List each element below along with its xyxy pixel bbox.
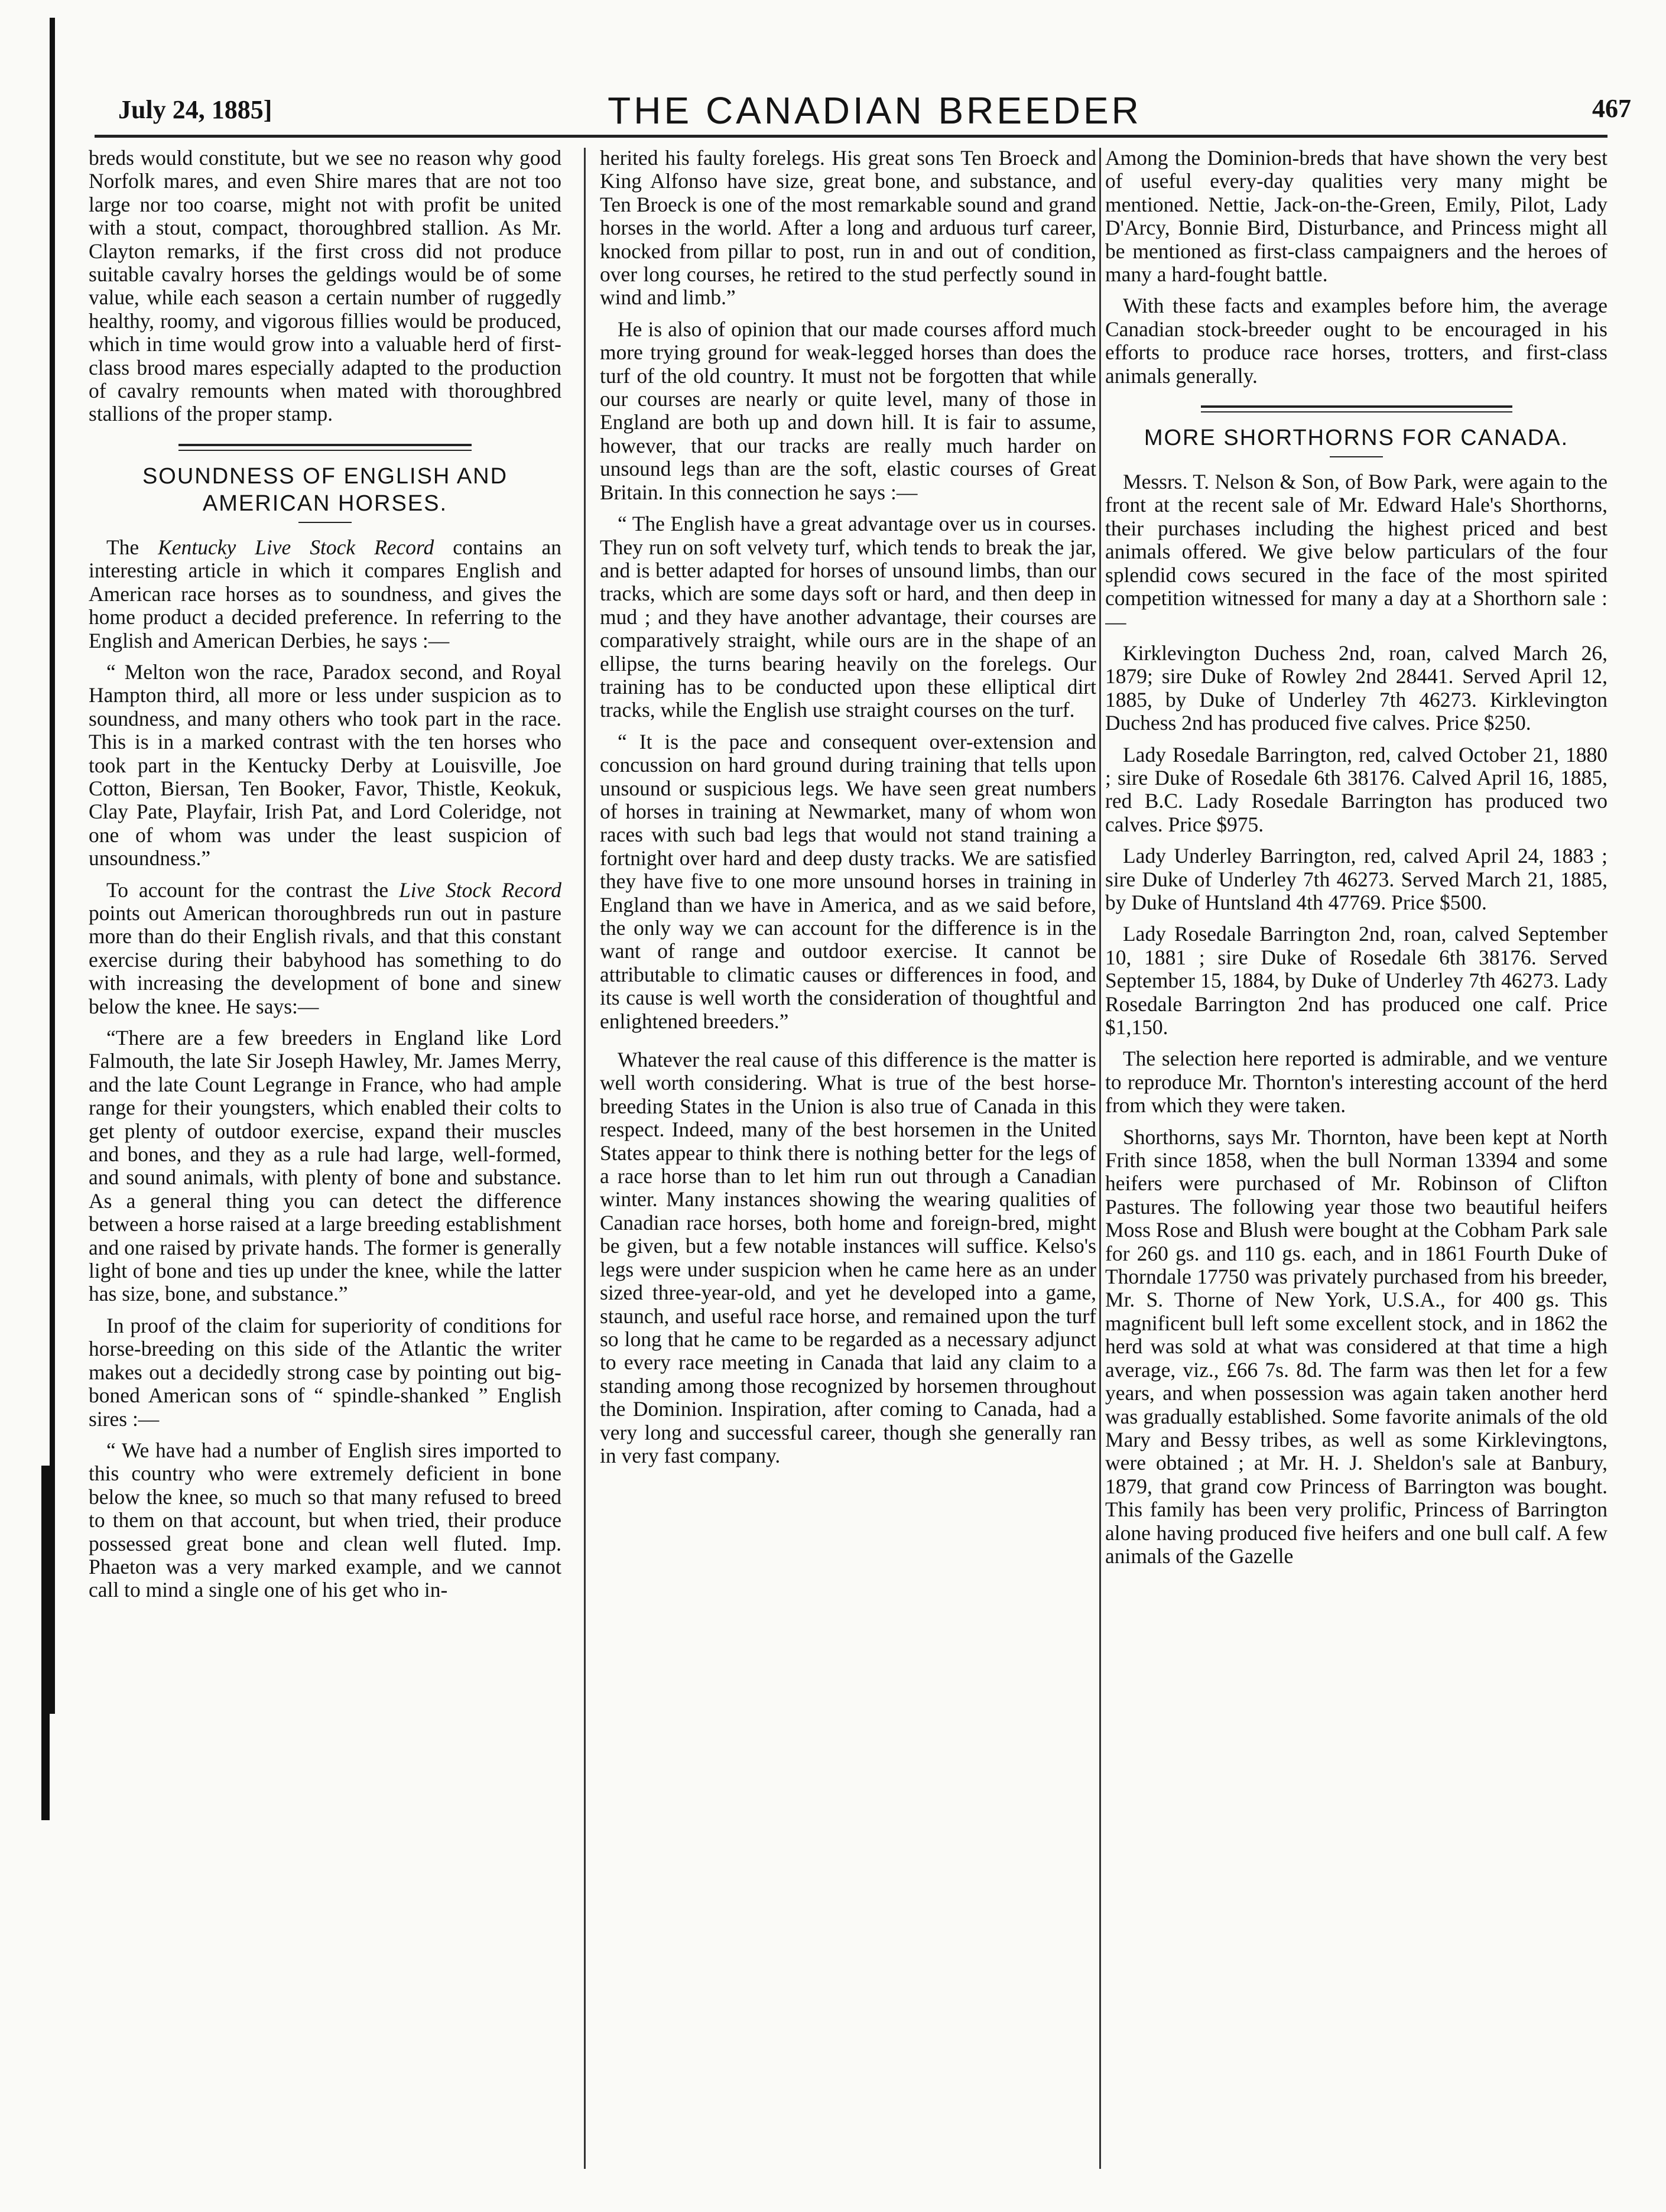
paragraph: Whatever the real cause of this difference is the matter is well worth considering. What is true of the best horse-breeding States in the Union is also true of Canada in this respect. Indeed, many of the best horsemen in the United States appear to think there is nothing better for the legs of a race horse than to let him run out through a Canadian winter. Many instances showing the wearing qualities of Canadian race horses, both home and foreign-bred, might be given, but a few notable instances will suffice. Kelso's legs were under suspicion when he came here as an under sized three-year-old, and yet he developed into a game, staunch, and useful race horse, and remained upon the turf so long that he came to be regarded as a necessary adjunct to every race meeting in Canada that laid any claim to a standing among those recognized by horsemen throughout the Dominion. Inspiration, after coming to Canada, had a very long and successful career, though she generally ran in very fast company. bbox=[600, 1048, 1096, 1467]
quotation: “There are a few breeders in England like Lord Falmouth, the late Sir Joseph Hawley, Mr. James Merry, and the late Count Legrange in France, who had ample range for their youngsters, which enabled their colts to get plenty of outdoor exercise, expand their muscles and bones, and they as a rule had large, well-formed, and sound animals, with plenty of bone and substance. As a general thing you can detect the difference between a horse raised at a large breeding establishment and one raised by private hands. The former is generally light of bone and ties up under the knee, while the latter has size, bone, and substance.” bbox=[89, 1026, 561, 1306]
paragraph: In proof of the claim for superiority of conditions for horse-breeding on this side of the Atlantic the writer makes out a decidedly strong case by pointing out big-boned American sons of “ spindle-shanked ” English sires :— bbox=[89, 1313, 561, 1431]
article-heading: MORE SHORTHORNS FOR CANADA. bbox=[1144, 425, 1569, 451]
sale-record: Lady Rosedale Barrington, red, calved October 21, 1880 ; sire Duke of Rosedale 6th 38176. Calved April 16, 1885, red B.C. Lady Rosedale Barrington has produced two calves. Price $975. bbox=[1105, 742, 1607, 836]
paragraph bbox=[89, 536, 561, 652]
paragraph bbox=[89, 879, 561, 1018]
column-divider-2 bbox=[1099, 148, 1101, 2169]
heading-rule bbox=[1330, 456, 1383, 457]
paragraph: Shorthorns, says Mr. Thornton, have been kept at North Frith since 1858, when the bull Norman 13394 and some heifers were purchased of Mr. Robinson of Clifton Pastures. The following year those two beautiful heifers Moss Rose and Blush were bought at the Cobham Park sale for 260 gs. and 110 gs. each, and in 1861 Fourth Duke of Thorndale 17750 was privately purchased from his breeder, Mr. S. Thorne of New York, U.S.A., for 400 gs. This magnificent bull left some excellent stock, and in 1862 the herd was sold at what was considered at that time a high average, viz., £66 7s. 8d. The farm was then let for a few years, and when possession was again taken another herd was gradually established. Some favorite animals of the old Mary and Bessy tribes, as well as some Kirklevingtons, were obtained ; at Mr. H. J. Sheldon's sale at Banbury, 1879, that grand cow Princess of Barrington was bought. This family has been very prolific, Princess of Barrington alone having produced five heifers and one bull calf. A few animals of the Gazelle bbox=[1105, 1125, 1607, 1568]
column-2 bbox=[600, 147, 1096, 2168]
masthead-title: THE CANADIAN BREEDER bbox=[608, 89, 1142, 132]
text-run: points out American thoroughbreds run out in pasture more than do their English rivals, and that this constant exercise during their babyhood has something to do with increasing the development of bone and sinew below the knee. He says:— bbox=[89, 901, 561, 1018]
quotation: “ The English have a great advantage over us in courses. They run on soft velvety turf, which tends to break the jar, and is better adapted for horses of unsound limbs, than our tracks, which are some days soft or hard, and then deep in mud ; and they have another advantage, their courses are comparatively straight, while ours are in the shape of an ellipse, the turns bearing heavily on the forelegs. Our training has to be conducted upon these elliptical dirt tracks, while the English use straight courses on the turf. bbox=[600, 512, 1096, 722]
quotation: “ We have had a number of English sires imported to this country who were extremely deficient in bone below the knee, so much so that many refused to breed to them on that account, but when tried, their produce possessed great bone and clean well fluted. Imp. Phaeton was a very marked example, and we cannot call to mind a single one of his get who in- bbox=[89, 1438, 561, 1602]
section-rule bbox=[178, 444, 472, 451]
quotation: herited his faulty forelegs. His great sons Ten Broeck and King Alfonso have size, great bone, and substance, and Ten Broeck is one of the most remarkable sound and grand horses in the world. After a long and arduous turf career, knocked from pillar to post, run in and out of condition, over long courses, he retired to the stud perfectly sound in wind and limb.” bbox=[600, 147, 1096, 310]
paragraph: With these facts and examples before him, the average Canadian stock-breeder ought to be encouraged in his efforts to produce race horses, trotters, and first-class animals generally. bbox=[1105, 294, 1607, 388]
paragraph: Messrs. T. Nelson & Son, of Bow Park, were again to the front at the recent sale of Mr. Edward Hale's Shorthorns, their purchases including the highest priced and best animals offered. We give below particulars of the four splendid cows secured in the face of the most spirited competition witnessed for many a day at a Shorthorn sale :— bbox=[1105, 470, 1607, 634]
issue-date: July 24, 1885] bbox=[118, 95, 272, 124]
column-divider-1 bbox=[584, 148, 586, 2169]
sale-record: Lady Rosedale Barrington 2nd, roan, calved September 10, 1881 ; sire Duke of Rosedale 6th 38176. Served September 15, 1884, by Duke of Underley 7th 46273. Lady Rosedale Barrington 2nd has produced one calf. Price $1,150. bbox=[1105, 922, 1607, 1039]
page-number: 467 bbox=[1592, 94, 1631, 123]
sale-record: Kirklevington Duchess 2nd, roan, calved March 26, 1879; sire Duke of Rowley 2nd 28441. Served April 12, 1885, by Duke of Underley 7th 46273. Kirklevington Duchess 2nd has produced five calves. Price $250. bbox=[1105, 641, 1607, 735]
paragraph: Among the Dominion-breds that have shown the very best of useful every-day qualities very many might be mentioned. Nettie, Jack-on-the-Green, Emily, Pilot, Lady D'Arcy, Bonnie Bird, Disturbance, and Princess might all be mentioned as first-class campaigners and the heroes of many a hard-fought battle. bbox=[1105, 147, 1607, 287]
paragraph: The selection here reported is admirable, and we venture to reproduce Mr. Thornton's interesting account of the herd from which they were taken. bbox=[1105, 1047, 1607, 1118]
article-heading: SOUNDNESS OF ENGLISH AND AMERICAN HORSES. bbox=[142, 463, 508, 516]
page-edge-shadow-lower bbox=[41, 1466, 50, 1820]
publication-title: Kentucky Live Stock Record bbox=[158, 535, 434, 559]
text-run: contains an interesting article in which it compares English and American race horses as to soundness, and gives the home product a decided preference. In referring to the English and American Derbies, he says :— bbox=[89, 535, 561, 652]
column-1 bbox=[89, 147, 561, 2168]
paragraph: breds would constitute, but we see no reason why good Norfolk mares, and even Shire mares that are not too large nor too coarse, might not with profit be united with a stout, compact, thoroughbred stallion. As Mr. Clayton remarks, if the first cross did not produce suitable cavalry horses the geldings would be of some value, while each season a certain number of ruggedly healthy, roomy, and vigorous fillies would be produced, which in time would grow into a valuable herd of first-class brood mares especially adapted to the production of cavalry remounts when mated with thoroughbred stallions of the proper stamp. bbox=[89, 147, 561, 426]
heading-rule bbox=[298, 522, 352, 523]
paragraph: He is also of opinion that our made courses afford much more trying ground for weak-legged horses than does the turf of the old country. It must not be forgotten that while our courses are nearly or quite level, many of those in England are both up and down hill. It is fair to assume, however, that our tracks are really much harder on unsound legs than are the soft, elastic courses of Great Britain. In this connection he says :— bbox=[600, 317, 1096, 504]
header-rule bbox=[95, 135, 1607, 138]
quotation: “ It is the pace and consequent over-extension and concussion on hard ground during training that tells upon unsound or suspicious legs. We have seen great numbers of horses in training at Newmarket, many of whom won races with such bad legs that would not stand training a fortnight over hard and deep dusty tracks. We are satisfied they have five to one more unsound horses in training in England than we have in America, and as we said before, the only way we can account for the difference is in the want of range and outdoor exercise. It cannot be attributable to climatic causes or differences in food, and its cause is well worth the consideration of thoughtful and enlightened breeders.” bbox=[600, 729, 1096, 1033]
publication-title: Live Stock Record bbox=[399, 878, 561, 902]
column-3 bbox=[1105, 147, 1607, 2168]
page-header bbox=[118, 89, 1631, 142]
section-rule bbox=[1201, 405, 1512, 412]
text-run: The bbox=[106, 535, 158, 559]
text-run: To account for the contrast the bbox=[106, 878, 400, 902]
quotation: “ Melton won the race, Paradox second, and Royal Hampton third, all more or less under suspicion as to soundness, and many others who took part in the race. This is in a marked contrast with the ten horses who took part in the Kentucky Derby at Louisville, Joe Cotton, Biersan, Ten Booker, Favor, Thistle, Keokuk, Clay Pate, Playfair, Irish Pat, and Lord Coleridge, not one of whom was under the least suspicion of unsoundness.” bbox=[89, 660, 561, 870]
sale-record: Lady Underley Barrington, red, calved April 24, 1883 ; sire Duke of Underley 7th 46273. Served March 21, 1885, by Duke of Huntsland 4th 47769. Price $500. bbox=[1105, 844, 1607, 914]
page-edge-shadow bbox=[50, 18, 55, 1714]
